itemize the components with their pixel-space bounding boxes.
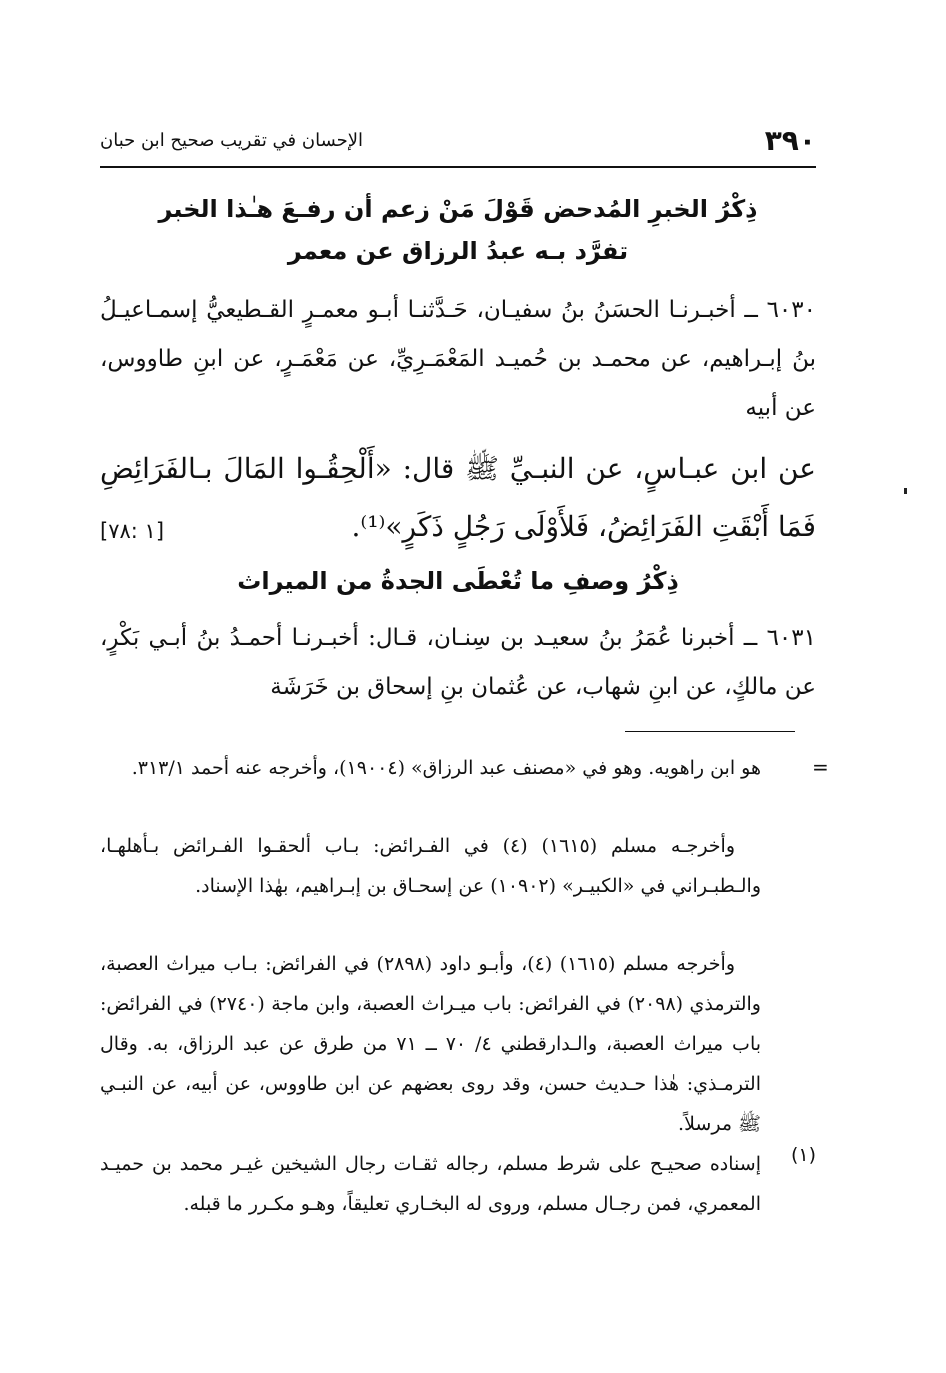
footnote-1-marker: (١) — [790, 1144, 816, 1166]
hadith-6030-reference: [١ :٧٨] — [100, 519, 165, 543]
section-heading-2-line-1: ذِكْرُ وصفِ ما تُعْطَى الجدةُ من الميراث — [237, 567, 679, 595]
footnotes-divider — [625, 731, 795, 732]
section-heading-2 — [100, 560, 816, 602]
header-divider — [100, 166, 816, 168]
book-title: الإحسان في تقريب صحيح ابن حبان — [100, 129, 364, 151]
hadith-6030-matn-text: عن ابن عبـاسٍ، عن النبـيِّ ﷺ قال: «أَلْحِقُـوا المَالَ بـالفَرَائِضِ فَمَا أَبْقَتِ الفَرَائِضُ، فَلأَوْلَى رَجُلٍ ذَكَرٍ»⁽¹⁾. — [100, 452, 816, 543]
section-heading-1-line-2: تفرَّد بـه عبدُ الرزاق عن معمر — [287, 237, 629, 265]
footnote-1-text: إسناده صحيـح على شرط مسلم، رجاله ثقـات رجال الشيخين غيـر محمد بن حميـد المعمري، فمن رجـال مسلم، وروى له البخـاري تعليقاً، وهـو مكـرر ما قبله. — [100, 1153, 761, 1215]
footnote-paragraph-2-text: وأخرجـه مسلم (١٦١٥) (٤) في الفـرائض: بـاب ألحقـوا الفـرائض بـأهلهـا، والـطبـراني في «الكبيـر» (١٠٩٠٢) عن إسحـاق بن إبـراهيم، بهٰذا الإسناد. — [100, 835, 761, 897]
running-header — [100, 120, 816, 160]
hadith-6031-isnad: ٦٠٣١ ــ أخبرنا عُمَرُ بنُ سعيـد بن سِنـان، قـال: أخبـرنـا أحمـدُ بنُ أبـي بَكْرٍ، عن مالكٍ، عن ابنِ شهاب، عن عُثمان بنِ إسحاق بن خَرَشَة — [100, 625, 816, 700]
footnote-paragraph-1: هو ابن راهويه. وهو في «مصنف عبد الرزاق» (١٩٠٠٤)، وأخرجه عنه أحمد ٣١٣/١. — [131, 757, 761, 779]
hadith-6030-matn — [100, 440, 816, 560]
section-heading-1 — [100, 188, 816, 272]
footnote-paragraph-3 — [100, 944, 761, 1144]
footnote-continuation-mark: = — [812, 755, 829, 779]
footnote-paragraph-2 — [100, 826, 761, 906]
section-heading-1-line-1: ذِكْرُ الخبرِ المُدحض قَوْلَ مَنْ زعم أن رفـعَ هـٰذا الخبر — [158, 195, 758, 223]
footnote-paragraph-3-text: وأخرجه مسلم (١٦١٥) (٤)، وأبـو داود (٢٨٩٨) في الفرائض: بـاب ميراث العصبة، والترمذي (٢٠٩٨) في الفرائض: باب ميـراث العصبة، وابن ماجة (٢٧٤٠) في الفرائض: باب ميراث العصبة، والـدارقطني ٤/ ٧٠ ــ ٧١ من طرق عن عبد الرزاق، به. وقال الترمـذي: هٰذا حـديث حسن، وقد روى بعضهم عن ابن طاووس، عن أبيه، عن النبـي ﷺ مرسلاً. — [100, 953, 762, 1135]
page-number: ٣٩٠ — [764, 123, 816, 157]
hadith-6030-isnad: ٦٠٣٠ ــ أخبـرنـا الحسَنُ بنُ سفيـان، حَـدَّثنـا أبـو معمـرٍ القـطيعيُّ إسمـاعيـلُ بنُ إبـراهيم، عن محمـد بن حُميـد المَعْمَـرِيِّ، عن مَعْمَـرٍ، عن ابنِ طاووس، عن أبيه — [100, 297, 816, 421]
ink-speck — [904, 488, 907, 494]
